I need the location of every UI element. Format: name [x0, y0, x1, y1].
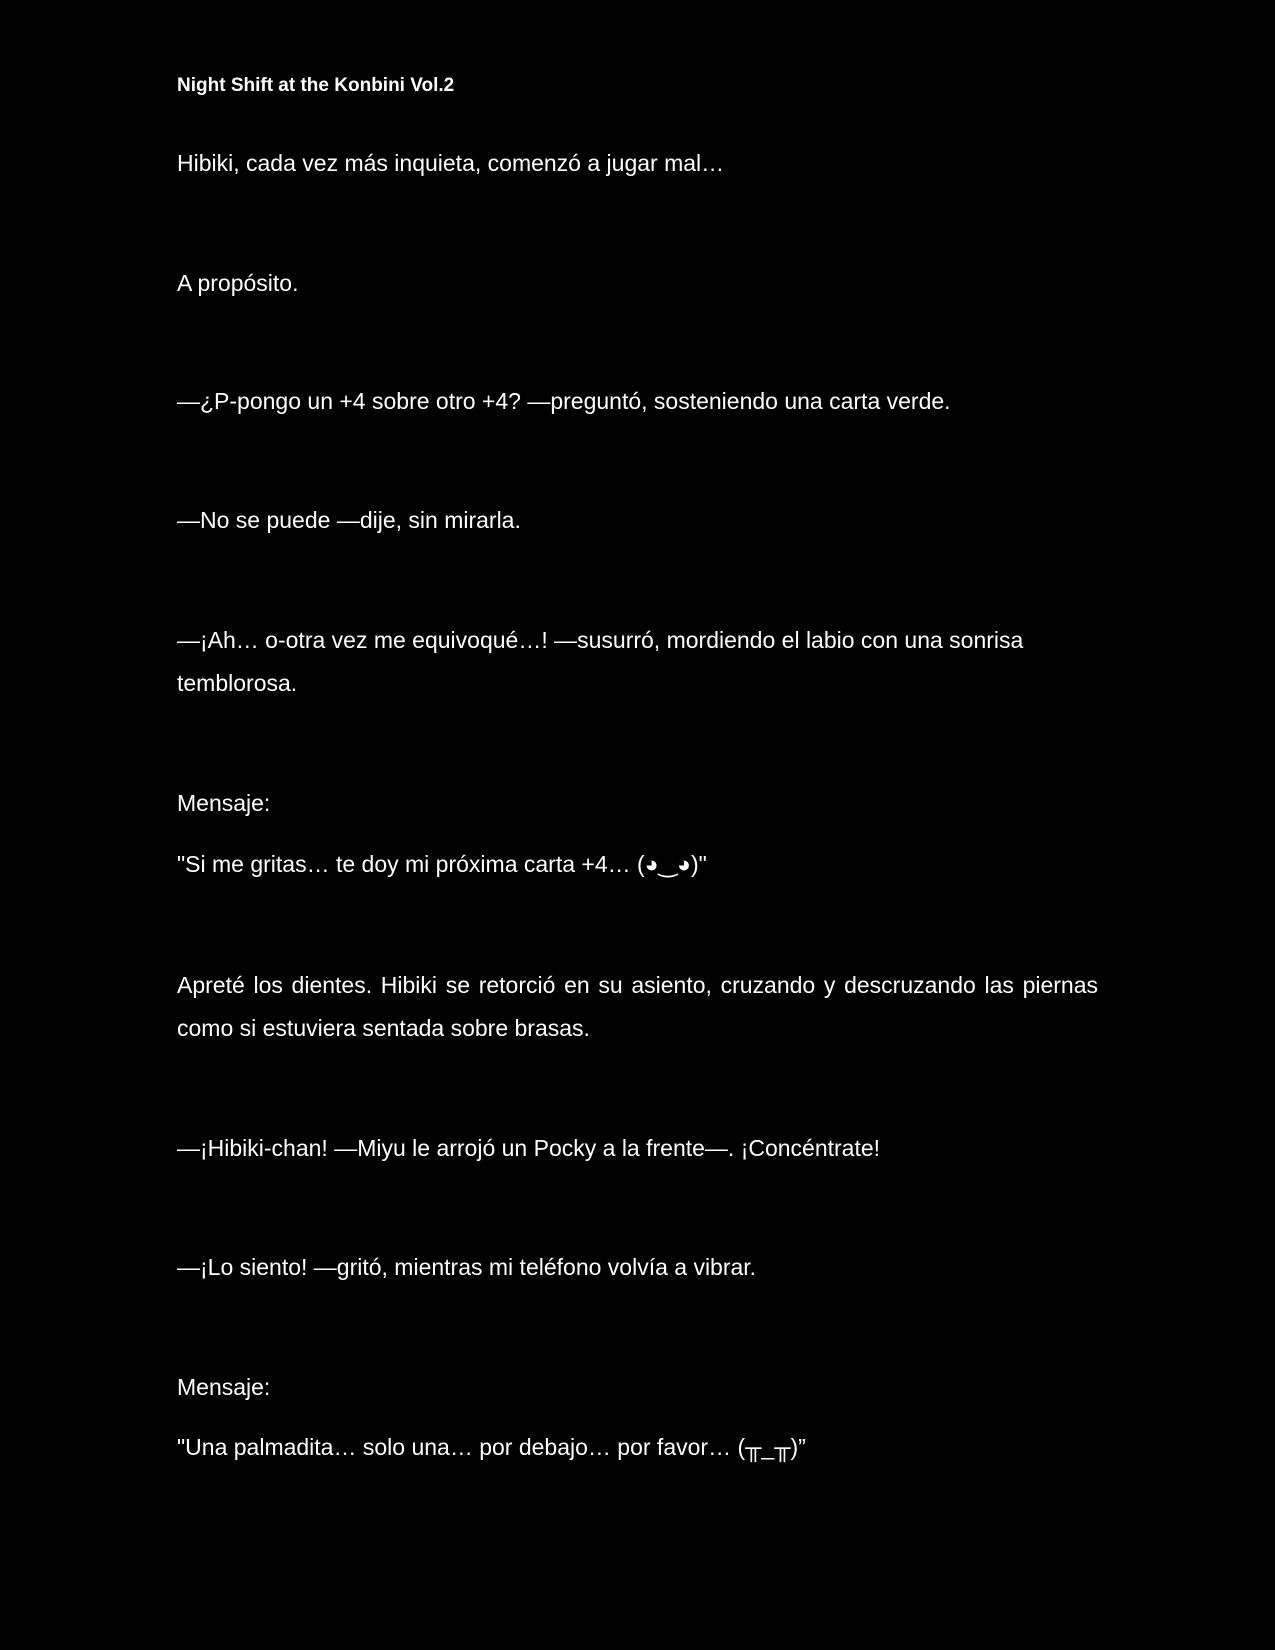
paragraph-1: Hibiki, cada vez más inquieta, comenzó a jugar mal…	[177, 150, 725, 176]
paragraph-6: Mensaje:	[177, 790, 271, 816]
paragraph-10: —¡Lo siento! —gritó, mientras mi teléfono volvía a vibrar.	[177, 1254, 757, 1280]
running-header: Night Shift at the Konbini Vol.2	[177, 75, 455, 96]
paragraph-9: —¡Hibiki-chan! —Miyu le arrojó un Pocky a la frente—. ¡Concéntrate!	[177, 1135, 881, 1161]
paragraph-3: —¿P-pongo un +4 sobre otro +4? —preguntó, sosteniendo una carta verde.	[177, 388, 951, 414]
paragraph-7: "Si me gritas… te doy mi próxima carta +4… (◕‿◕)"	[177, 851, 707, 877]
paragraph-4: —No se puede —dije, sin mirarla.	[177, 507, 521, 533]
paragraph-5: —¡Ah… o-otra vez me equivoqué…! —susurró, mordiendo el labio con una sonrisa temblorosa.	[177, 627, 1024, 696]
paragraph-8: Apreté los dientes. Hibiki se retorció en su asiento, cruzando y descruzando las piernas como si estuviera sentada sobre brasas.	[177, 972, 1098, 1041]
paragraph-12: "Una palmadita… solo una… por debajo… por favor… (╥_╥)”	[177, 1434, 806, 1460]
paragraph-11: Mensaje:	[177, 1374, 271, 1400]
paragraph-2: A propósito.	[177, 270, 299, 296]
